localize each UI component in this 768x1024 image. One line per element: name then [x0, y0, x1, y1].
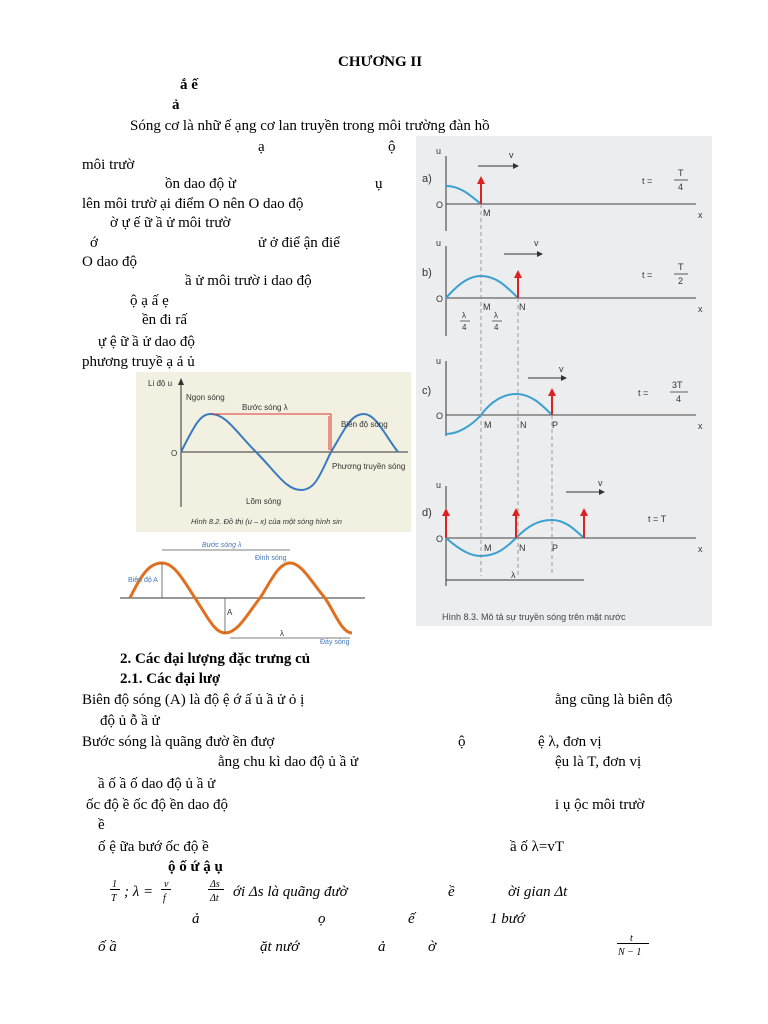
- fig82-direction: Phương truyền sóng: [332, 462, 406, 471]
- svg-text:x: x: [698, 421, 703, 431]
- fig83-panel-c: [422, 356, 703, 436]
- svg-text:M: M: [483, 208, 491, 218]
- svg-text:M: M: [484, 543, 492, 553]
- formula-ds: Δs: [210, 879, 220, 890]
- para-speed-2: ề: [98, 817, 105, 833]
- svg-text:x: x: [698, 544, 703, 554]
- svg-text:x: x: [698, 210, 703, 220]
- svg-text:λ: λ: [462, 311, 466, 320]
- svg-text:2: 2: [678, 276, 684, 286]
- formula-t: t: [630, 933, 633, 944]
- para-11a: ố ầ: [98, 939, 117, 955]
- svg-text:4: 4: [462, 323, 467, 332]
- intro-line-15: phương truyề ạ ả ủ: [82, 354, 195, 370]
- para-11b: ặt nướ: [260, 939, 300, 955]
- intro-line-13: ền đi rấ: [142, 312, 187, 328]
- svg-text:P: P: [552, 543, 559, 553]
- svg-text:4: 4: [678, 182, 684, 192]
- para-10d: 1 bướ: [490, 911, 525, 927]
- svg-text:u: u: [436, 238, 442, 248]
- intro-line-9a: ớ: [90, 235, 98, 251]
- svg-text:x: x: [698, 304, 703, 314]
- intro-line-12: ộ ạ ấ ẹ: [130, 293, 169, 309]
- para-relation-b: ầ ố λ=vT: [510, 839, 565, 855]
- intro-line-7: lên môi trườ ại điểm O nên O dao độ: [82, 196, 304, 212]
- svg-text:a): a): [422, 173, 432, 185]
- intro-line-4a: ạ: [258, 139, 265, 155]
- svg-text:O: O: [436, 411, 444, 421]
- svg-text:O: O: [436, 200, 444, 210]
- svg-text:M: M: [484, 420, 492, 430]
- formula-lambda: ; λ =: [124, 884, 154, 900]
- para-11d: ờ: [428, 939, 437, 955]
- fig83-panel-d: [422, 478, 703, 586]
- para-10b: ọ: [318, 911, 326, 927]
- para-10a: ả: [192, 911, 200, 927]
- fig82-crest: Ngọn sóng: [186, 393, 225, 402]
- para-wavelength: Bước sóng là quãng đườ ền đượ: [82, 734, 275, 750]
- svg-text:N: N: [520, 420, 527, 430]
- formula-v: v: [164, 879, 169, 890]
- para-formulas-heading: ộ ố ứ ậ ụ: [168, 859, 223, 875]
- svg-text:λ: λ: [511, 570, 516, 580]
- para-amplitude-2: độ ủ ỗ ầ ử: [100, 713, 160, 729]
- svg-text:t =: t =: [642, 176, 653, 186]
- figure-wave: [120, 538, 370, 648]
- svg-text:u: u: [436, 480, 442, 490]
- svg-text:T: T: [678, 262, 684, 272]
- formula-text-2: ề: [448, 884, 455, 900]
- intro-line-4b: ộ: [388, 139, 396, 155]
- svg-text:b): b): [422, 267, 432, 279]
- fig83-panel-a: [422, 146, 703, 231]
- para-relation: ố ệ ữa bướ ốc độ ề: [98, 839, 209, 855]
- intro-line-1: ắ ế: [180, 77, 198, 93]
- para-period: ằng chu kì dao độ ủ ầ ử: [218, 754, 359, 770]
- section-2-heading: 2. Các đại lượng đặc trưng củ: [120, 651, 311, 667]
- para-wavelength-c: ệ λ, đơn vị: [538, 734, 602, 750]
- svg-text:u: u: [436, 356, 442, 366]
- figwave-wavelength: Bước sóng λ: [202, 542, 242, 549]
- intro-line-9b: ử ở điể ận điể: [258, 235, 340, 251]
- fig82-origin: O: [171, 449, 178, 458]
- svg-text:N: N: [519, 543, 526, 553]
- svg-text:λ: λ: [494, 311, 498, 320]
- figwave-amplitude: Biên độ A: [128, 577, 158, 584]
- svg-text:3T: 3T: [672, 380, 683, 390]
- formula-T: T: [111, 893, 117, 904]
- svg-text:t =: t =: [638, 388, 649, 398]
- figwave-trough: Đáy sóng: [320, 639, 350, 646]
- svg-text:4: 4: [494, 323, 499, 332]
- fig83-caption: Hình 8.3. Mô tả sự truyền sóng trên mặt nước: [442, 612, 626, 622]
- fig82-trough: Lõm sóng: [246, 497, 282, 506]
- section-2-1-heading: 2.1. Các đại lượ: [120, 671, 221, 687]
- formula-dt: Δt: [210, 893, 219, 904]
- svg-text:N: N: [519, 302, 526, 312]
- intro-line-10: O dao độ: [82, 254, 137, 270]
- para-11c: ả: [378, 939, 386, 955]
- para-amplitude-b: ằng cũng là biên độ: [555, 692, 673, 708]
- formula-one: 1: [112, 879, 117, 890]
- svg-text:v: v: [559, 364, 564, 374]
- svg-text:v: v: [534, 238, 539, 248]
- fig82-ylabel: Li độ u: [148, 379, 173, 388]
- figure-8-2: [136, 372, 411, 532]
- fig82-amplitude: Biên độ sóng: [341, 420, 388, 429]
- intro-line-11: ầ ử môi trườ i dao độ: [185, 273, 312, 289]
- fig83-panel-b: [422, 238, 703, 336]
- svg-text:t = T: t = T: [648, 514, 667, 524]
- para-period-b: ệu là T, đơn vị: [555, 754, 642, 770]
- svg-text:d): d): [422, 507, 432, 519]
- svg-text:c): c): [422, 385, 432, 397]
- para-speed: ốc độ ề ốc độ ền dao độ: [86, 797, 229, 813]
- svg-text:4: 4: [676, 394, 682, 404]
- intro-line-6b: ụ: [375, 176, 383, 192]
- svg-text:M: M: [483, 302, 491, 312]
- figwave-a: A: [227, 608, 233, 617]
- intro-line-14: ự ệ ữ ầ ử dao độ: [98, 334, 195, 350]
- figure-8-3: [416, 136, 712, 626]
- para-frequency: ầ ố ầ ố dao độ ủ ầ ử: [98, 776, 216, 792]
- svg-text:v: v: [509, 150, 514, 160]
- intro-line-8: ờ ự ế ữ ầ ử môi trườ: [110, 215, 231, 231]
- para-speed-b: i ụ ộc môi trườ: [555, 797, 645, 813]
- svg-text:O: O: [436, 534, 444, 544]
- chapter-title: CHƯƠNG II: [338, 54, 423, 70]
- fig82-wavelength: Bước sóng λ: [242, 403, 288, 412]
- intro-line-5: môi trườ: [82, 157, 135, 173]
- figwave-lambda: λ: [280, 629, 284, 638]
- fig82-caption: Hình 8.2. Đồ thị (u – x) của một sóng hình sin: [191, 517, 342, 526]
- svg-text:u: u: [436, 146, 442, 156]
- svg-text:T: T: [678, 168, 684, 178]
- para-amplitude: Biên độ sóng (A) là độ ệ ớ ấ ủ ầ ử ỏ ị: [82, 692, 305, 708]
- svg-text:O: O: [436, 294, 444, 304]
- para-wavelength-b: ộ: [458, 734, 466, 750]
- formula-text-3: ời gian Δt: [508, 884, 568, 900]
- intro-line-3: Sóng cơ là nhữ ế ạng cơ lan truyền trong môi trường đàn hồ: [130, 118, 490, 134]
- svg-text:P: P: [552, 420, 559, 430]
- formula-f: f: [163, 893, 166, 904]
- para-10c: ế: [408, 911, 415, 927]
- figwave-crest: Đỉnh sóng: [255, 555, 287, 562]
- intro-line-2: ả: [172, 97, 180, 113]
- intro-line-6a: ồn dao độ ừ: [165, 176, 237, 192]
- svg-text:t =: t =: [642, 270, 653, 280]
- formula-N: N − 1: [618, 947, 642, 958]
- svg-text:v: v: [598, 478, 603, 488]
- formula-text: ới Δs là quãng đườ: [233, 884, 348, 900]
